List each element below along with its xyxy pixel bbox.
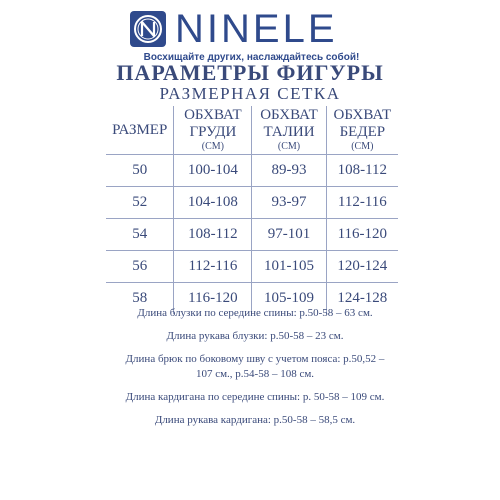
ninele-logo-icon xyxy=(129,10,167,48)
note-text-continued: 107 см., р.54-58 – 108 см. xyxy=(195,368,315,380)
note-text: Длина рукава кардигана: р.50-58 – 58,5 см. xyxy=(154,414,356,426)
header-waist-unit: (СМ) xyxy=(277,141,301,152)
header-chest-line1: ОБХВАТ xyxy=(184,107,242,123)
cell-waist: 89-93 xyxy=(252,155,326,187)
cell-size: 54 xyxy=(106,219,174,251)
header-chest xyxy=(174,106,252,155)
cell-size: 56 xyxy=(106,251,174,283)
cell-waist: 105-109 xyxy=(252,283,326,315)
table-row xyxy=(106,155,398,187)
cell-waist: 97-101 xyxy=(252,219,326,251)
note-cardigan-length xyxy=(105,390,405,405)
cell-size: 50 xyxy=(106,155,174,187)
cell-size: 58 xyxy=(106,283,174,315)
cell-chest: 104-108 xyxy=(174,187,252,219)
header-waist-line2: ТАЛИИ xyxy=(263,124,315,140)
page-subtitle: РАЗМЕРНАЯ СЕТКА xyxy=(159,84,341,103)
header-hips-line1: ОБХВАТ xyxy=(333,107,392,123)
table-header-row xyxy=(106,106,398,155)
cell-hips: 112-116 xyxy=(326,187,398,219)
header-waist xyxy=(252,106,326,155)
brand-tagline: Восхищайте других, наслаждайтесь собой! xyxy=(143,52,360,63)
cell-chest: 116-120 xyxy=(174,283,252,315)
header-hips-line2: БЕДЕР xyxy=(339,124,386,140)
measurement-notes xyxy=(105,306,405,436)
cell-waist: 93-97 xyxy=(252,187,326,219)
cell-hips: 116-120 xyxy=(326,219,398,251)
size-table xyxy=(106,106,398,314)
header-hips xyxy=(326,106,398,155)
cell-hips: 120-124 xyxy=(326,251,398,283)
note-text: Длина рукава блузки: р.50-58 – 23 см. xyxy=(166,330,344,342)
brand-name: NINELE xyxy=(175,7,338,51)
header-size-label: РАЗМЕР xyxy=(112,121,168,138)
header-hips-unit: (СМ) xyxy=(351,141,374,152)
header-waist-line1: ОБХВАТ xyxy=(260,107,318,123)
cell-chest: 112-116 xyxy=(174,251,252,283)
header-chest-unit: (СМ) xyxy=(201,141,225,152)
note-blouse-sleeve xyxy=(105,329,405,344)
cell-chest: 100-104 xyxy=(174,155,252,187)
cell-waist: 101-105 xyxy=(252,251,326,283)
table-row xyxy=(106,219,398,251)
cell-hips: 124-128 xyxy=(337,290,388,306)
cell-hips: 108-112 xyxy=(326,155,398,187)
note-text: Длина брюк по боковому шву с учетом пояса: р.50,52 – xyxy=(125,353,385,365)
header-size xyxy=(106,106,174,155)
table-row xyxy=(106,187,398,219)
note-cardigan-sleeve xyxy=(105,413,405,428)
cell-chest: 108-112 xyxy=(174,219,252,251)
note-blouse-length xyxy=(105,306,405,321)
header-chest-line2: ГРУДИ xyxy=(189,124,237,140)
note-trousers-length xyxy=(105,352,405,382)
cell-size: 52 xyxy=(106,187,174,219)
note-text: Длина кардигана по середине спины: р. 50-58 – 109 см. xyxy=(125,391,385,403)
note-text: Длина блузки по середине спины: р.50-58 – 63 см. xyxy=(137,307,373,319)
page-title: ПАРАМЕТРЫ ФИГУРЫ xyxy=(116,60,384,85)
table-row xyxy=(106,251,398,283)
